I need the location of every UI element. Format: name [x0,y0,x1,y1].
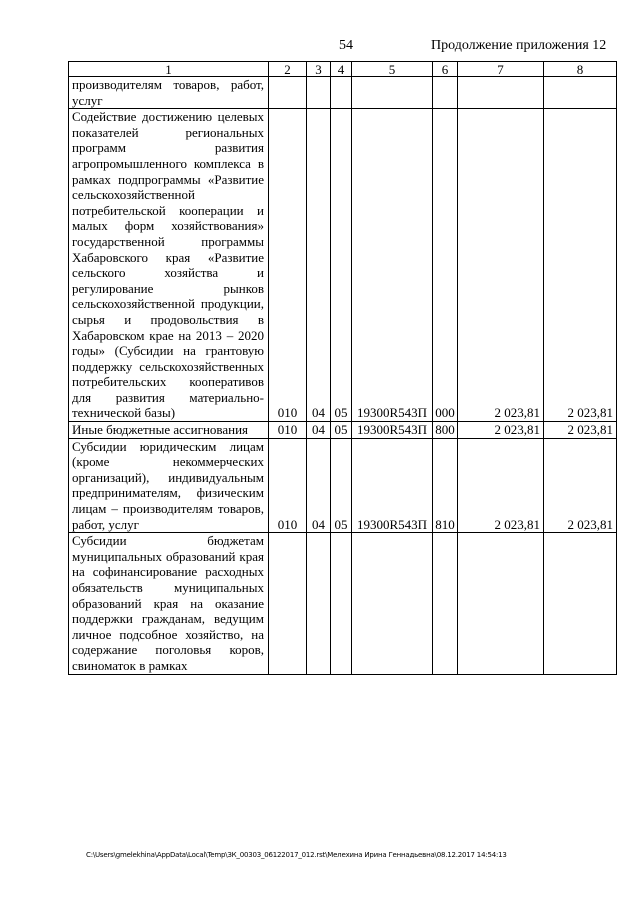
table-row [69,422,617,439]
cell-section [307,533,331,674]
file-path-footer: C:\Users\gmelekhina\AppData\Local\Temp\ЗК_00303_06122017_012.rst\Мелехина Ирина Геннадьевна\08.12.2017 14:54:13 [86,851,507,859]
cell-section [307,77,331,109]
table-row [69,109,617,422]
cell-target-item: 19300R543П [352,422,433,439]
cell-target-item: 19300R543П [352,438,433,533]
row-name: Содействие достижению целевых показателей региональных программ развития агропромышленного комплекса в рамках подпрограммы «Развитие сельскохозяйственной потребительской кооперации и малых форм хозяйствования» государственной программы Хабаровского края «Развитие сельского хозяйства и регулирование рынков сельскохозяйственной продукции, сырья и продовольствия в Хабаровском крае на 2013 – 2020 годы» (Субсидии на грантовую поддержку сельскохозяйственных потребительских кооперативов для развития материально-технической базы) [69,109,269,422]
cell-section: 04 [307,422,331,439]
cell-subsection: 05 [331,422,352,439]
cell-expense-type: 000 [433,109,458,422]
col-header: 7 [458,62,544,77]
col-header: 8 [544,62,617,77]
col-header: 6 [433,62,458,77]
cell-amount-1: 2 023,81 [458,422,544,439]
cell-ministry [269,533,307,674]
cell-amount-1: 2 023,81 [458,438,544,533]
row-name: Субсидии юридическим лицам (кроме некоммерческих организаций), индивидуальным предпринимателям, физическим лицам – производителям товаров, работ, услуг [69,438,269,533]
cell-amount-2: 2 023,81 [544,422,617,439]
row-name: производителям товаров, работ, услуг [69,77,269,109]
cell-expense-type [433,533,458,674]
row-name: Субсидии бюджетам муниципальных образований края на софинансирование расходных обязательств муниципальных образований края на оказание поддержки гражданам, ведущим личное подсобное хозяйство, на содержание поголовья коров, свиноматок в рамках [69,533,269,674]
cell-section: 04 [307,438,331,533]
col-header: 5 [352,62,433,77]
col-header: 2 [269,62,307,77]
cell-ministry [269,77,307,109]
col-header: 1 [69,62,269,77]
header-row [69,62,617,77]
cell-subsection: 05 [331,109,352,422]
col-header: 4 [331,62,352,77]
cell-ministry: 010 [269,438,307,533]
table-row [69,77,617,109]
cell-ministry: 010 [269,109,307,422]
cell-expense-type: 800 [433,422,458,439]
table-row [69,438,617,533]
cell-ministry: 010 [269,422,307,439]
cell-subsection [331,77,352,109]
cell-amount-1 [458,77,544,109]
cell-amount-2 [544,533,617,674]
cell-target-item [352,77,433,109]
cell-section: 04 [307,109,331,422]
cell-amount-1 [458,533,544,674]
cell-target-item [352,533,433,674]
budget-table [68,61,617,675]
cell-amount-1: 2 023,81 [458,109,544,422]
table-row [69,533,617,674]
cell-expense-type [433,77,458,109]
cell-amount-2: 2 023,81 [544,438,617,533]
continuation-label: Продолжение приложения 12 [431,38,607,53]
page-number: 54 [339,38,353,53]
cell-amount-2: 2 023,81 [544,109,617,422]
col-header: 3 [307,62,331,77]
row-name: Иные бюджетные ассигнования [69,422,269,439]
cell-amount-2 [544,77,617,109]
cell-target-item: 19300R543П [352,109,433,422]
cell-subsection: 05 [331,438,352,533]
cell-expense-type: 810 [433,438,458,533]
cell-subsection [331,533,352,674]
